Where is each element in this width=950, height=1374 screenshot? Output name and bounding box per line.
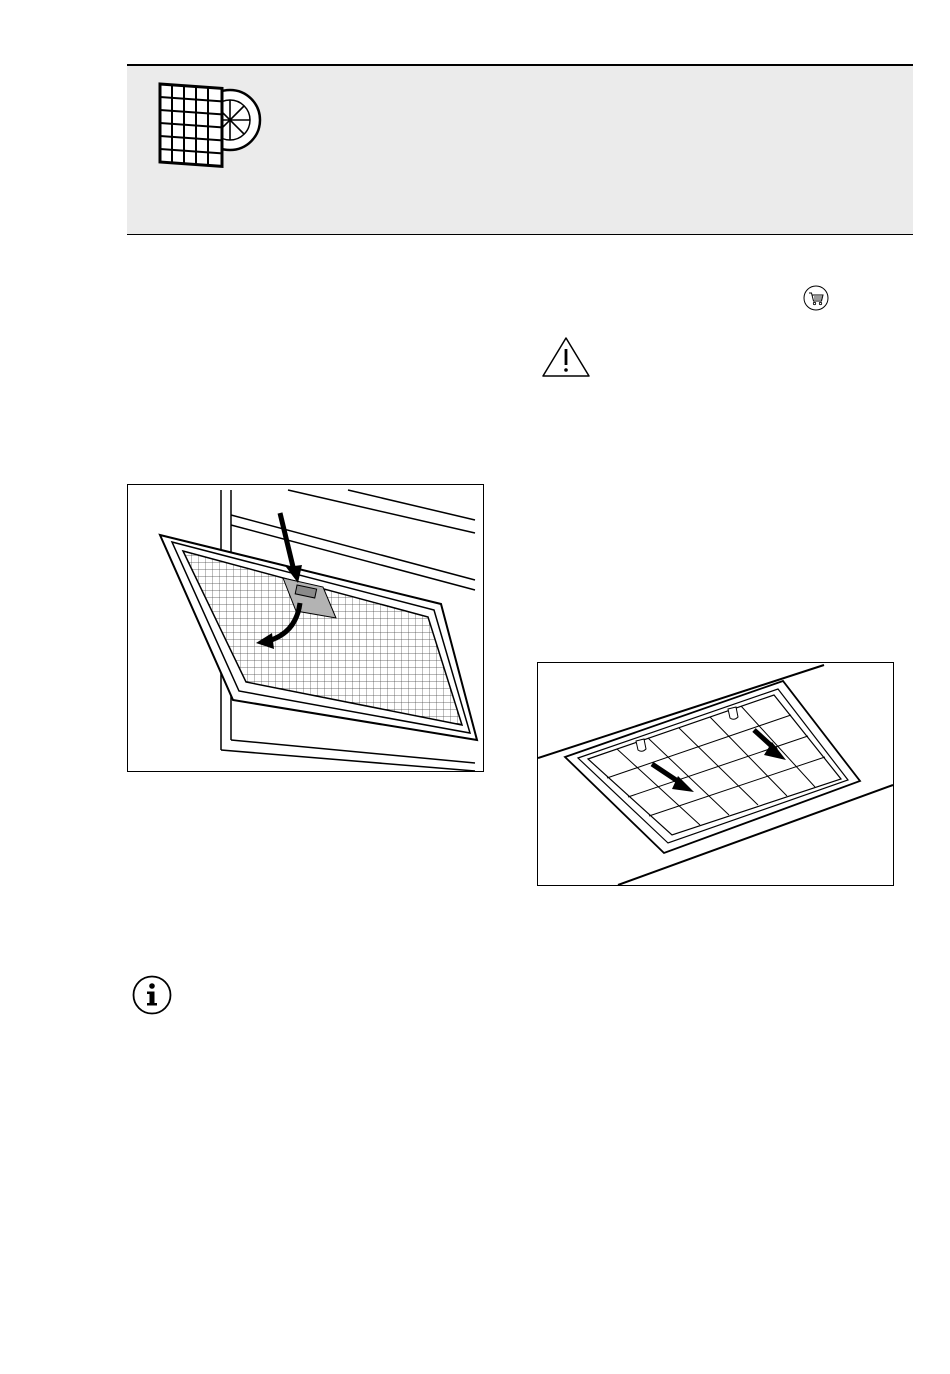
header-bottom-rule — [127, 234, 913, 235]
warning-icon — [540, 335, 592, 379]
filter-icon — [152, 76, 262, 176]
shopping-cart-icon — [803, 285, 829, 311]
info-icon — [132, 975, 172, 1015]
grease-filter-release-illustration — [127, 484, 484, 772]
ceiling-filter-removal-illustration — [537, 662, 894, 886]
